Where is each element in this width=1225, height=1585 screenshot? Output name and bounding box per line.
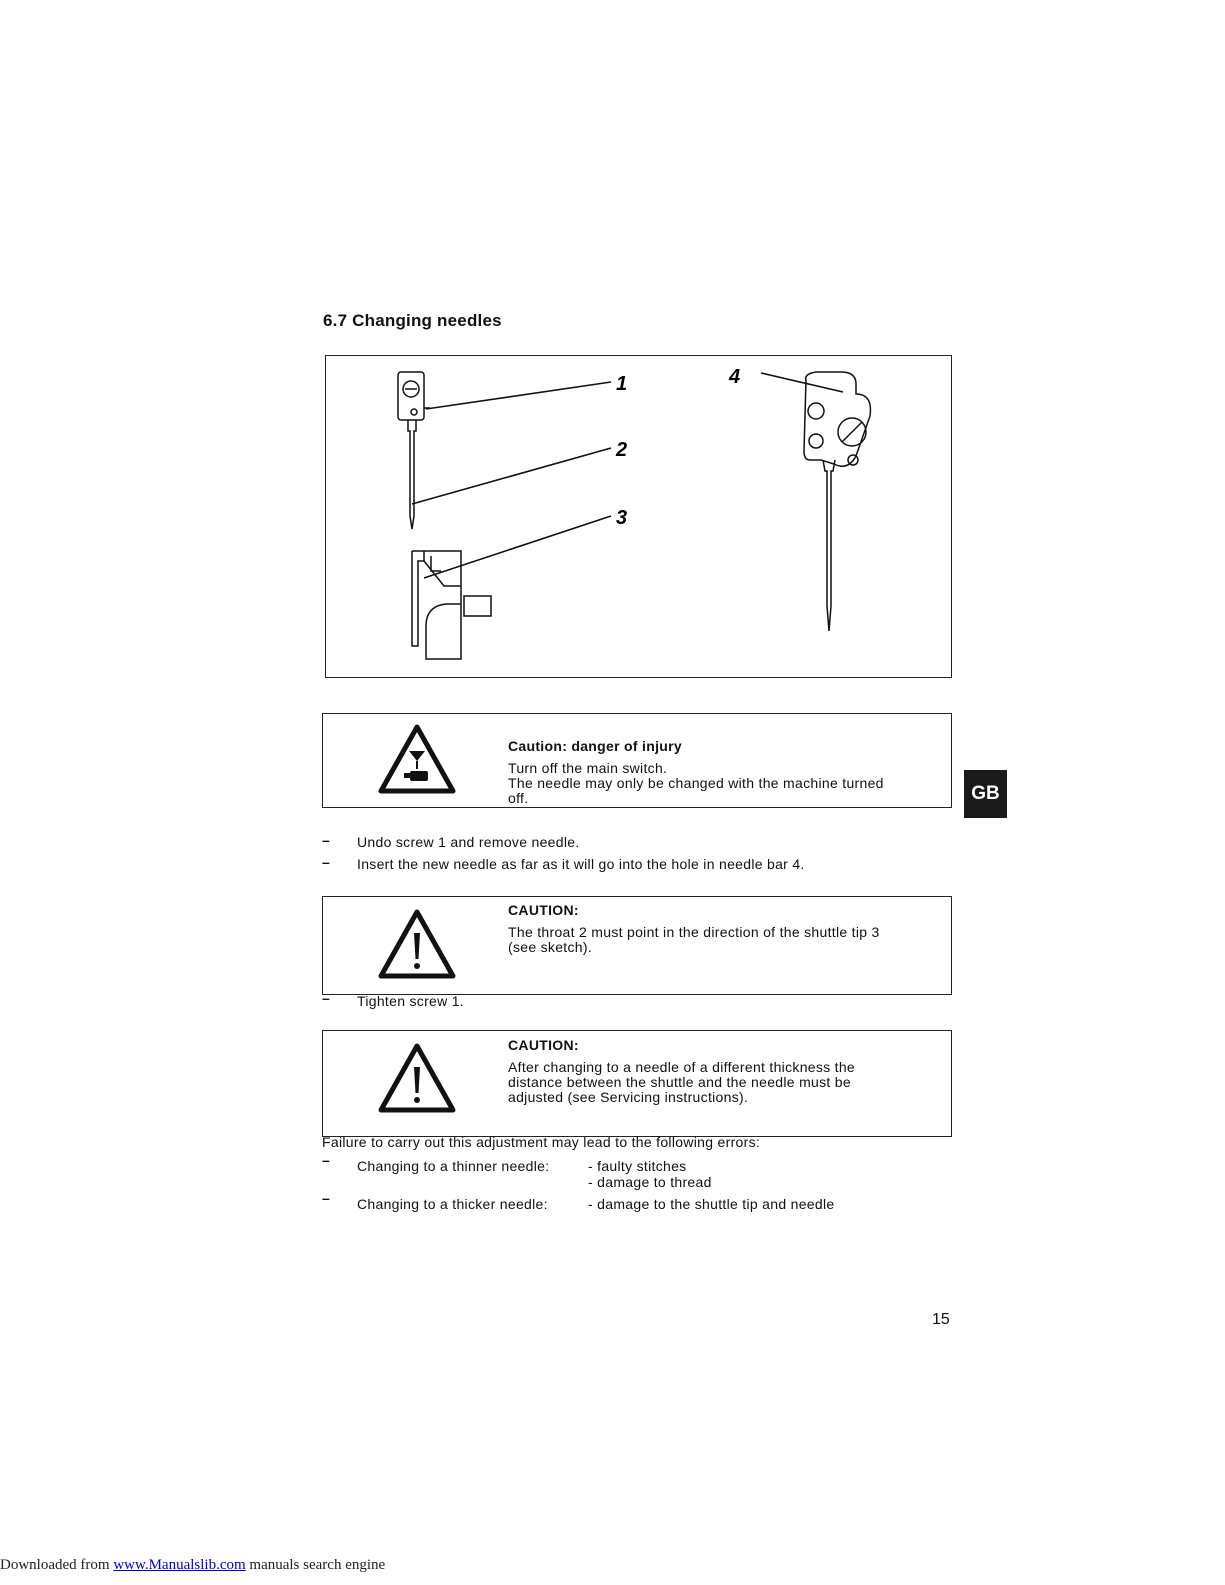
needle-figure [325, 355, 952, 678]
needle-diagram [326, 356, 953, 679]
callout-1: 1 [616, 373, 628, 395]
error-item: - damage to thread [588, 1174, 712, 1190]
download-footer [0, 1557, 385, 1574]
error-label: Changing to a thicker needle: [357, 1196, 548, 1212]
step-item: Tighten screw 1. [357, 993, 464, 1009]
step-item: Insert the new needle as far as it will go into the hole in needle bar 4. [357, 856, 805, 872]
left-needle-shape [408, 420, 416, 529]
warning-line: The throat 2 must point in the direction of the shuttle tip 3 [508, 924, 880, 940]
warning-heading: Caution: danger of injury [508, 738, 682, 754]
warning-line: distance between the shuttle and the needle must be [508, 1074, 851, 1090]
error-item: - damage to the shuttle tip and needle [588, 1196, 835, 1212]
callout-2: 2 [616, 439, 628, 461]
warning-line: adjusted (see Servicing instructions). [508, 1089, 749, 1105]
list-dash: – [322, 990, 330, 1006]
warning-line: After changing to a needle of a different thickness the [508, 1059, 856, 1075]
right-needle-shape [804, 372, 870, 631]
exclamation-warning-icon [378, 909, 456, 979]
failure-intro: Failure to carry out this adjustment may lead to the following errors: [322, 1134, 761, 1150]
list-dash: – [322, 854, 330, 870]
error-item: - faulty stitches [588, 1158, 687, 1174]
list-dash: – [322, 832, 330, 848]
warning-box-thickness [322, 1030, 952, 1137]
warning-line: (see sketch). [508, 939, 593, 955]
manualslib-link[interactable]: www.Manualslib.com [113, 1557, 246, 1573]
warning-line: The needle may only be changed with the machine turned [508, 775, 884, 791]
callout-4: 4 [729, 366, 741, 388]
language-tab: GB [964, 770, 1007, 818]
list-dash: – [322, 1190, 330, 1206]
callout-3: 3 [616, 507, 628, 529]
leader-4 [761, 373, 843, 392]
section-title: 6.7 Changing needles [323, 311, 502, 330]
step-item: Undo screw 1 and remove needle. [357, 834, 580, 850]
footer-suffix: manuals search engine [245, 1557, 386, 1573]
leader-1 [426, 382, 611, 409]
shuttle-shape [412, 551, 461, 659]
warning-heading: CAUTION: [508, 1037, 579, 1053]
leader-3 [424, 516, 611, 578]
footer-prefix: Downloaded from [0, 1557, 114, 1573]
warning-line: Turn off the main switch. [508, 760, 668, 776]
warning-heading: CAUTION: [508, 902, 579, 918]
exclamation-warning-icon [378, 1043, 456, 1113]
warning-line: off. [508, 790, 529, 806]
hand-injury-warning-icon [378, 724, 456, 794]
warning-box-injury [322, 713, 952, 808]
error-label: Changing to a thinner needle: [357, 1158, 550, 1174]
warning-box-throat [322, 896, 952, 995]
list-dash: – [322, 1152, 330, 1168]
page-number: 15 [932, 1311, 950, 1328]
leader-2 [412, 448, 611, 504]
